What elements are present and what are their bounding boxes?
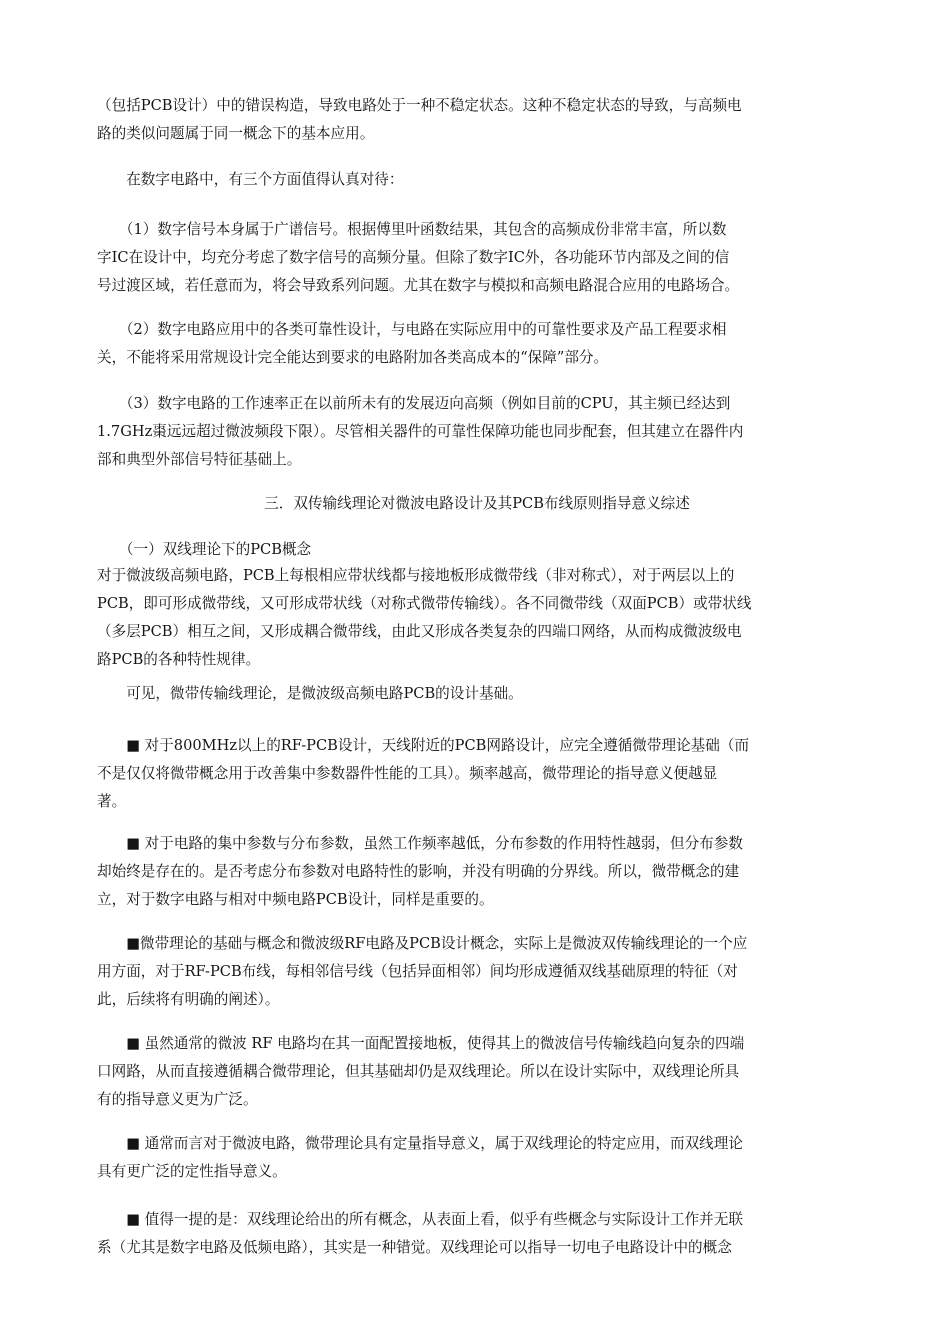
bullet-ground-plane: [97, 1030, 857, 1114]
text-line: 具有更广泛的定性指导意义。: [97, 1163, 287, 1180]
text-line: 不是仅仅将微带概念用于改善集中参数器件性能的工具）。频率越高，微带理论的指导意义便越显: [97, 765, 718, 782]
text-line: 路的类似问题属于同一概念下的基本应用。: [97, 125, 375, 142]
bullet-rf-pcb-800mhz: [97, 732, 857, 816]
text-line: PCB，即可形成微带线，又可形成带状线（对称式微带传输线）。各不同微带线（双面PCB）或带状线: [97, 595, 752, 612]
bullet-worth-mentioning: [97, 1206, 857, 1262]
bullet-microstrip-basis: [97, 930, 857, 1014]
text-line: 口网路，从而直接遵循耦合微带理论，但其基础却仍是双线理论。所以在设计实际中，双线理论所具: [97, 1063, 740, 1080]
text-line: 有的指导意义更为广泛。: [97, 1091, 258, 1108]
text-line: （1）数字信号本身属于广谱信号。根据傅里叶函数结果，其包含的高频成份非常丰富，所以数: [97, 221, 727, 238]
text-line: 此，后续将有明确的阐述）。: [97, 991, 280, 1008]
paragraph-three-aspects: [97, 166, 857, 194]
text-line: ■ 对于电路的集中参数与分布参数，虽然工作频率越低，分布参数的作用特性越弱，但分布参数: [97, 835, 743, 852]
text-line: 1.7GHz棗远远超过微波频段下限）。尽管相关器件的可靠性保障功能也同步配套，但其建立在器件内: [97, 423, 744, 440]
text-line: ■微带理论的基础与概念和微波级RF电路及PCB设计概念，实际上是微波双传输线理论的一个应: [97, 935, 748, 952]
text-line: 关，不能将采用常规设计完全能达到要求的电路附加各类高成本的“保障”部分。: [97, 349, 609, 366]
section-heading: [97, 490, 857, 518]
bullet-lumped-distributed: [97, 830, 857, 914]
text-line: 立，对于数字电路与相对中频电路PCB设计，同样是重要的。: [97, 891, 494, 908]
bullet-quantitative: [97, 1130, 857, 1186]
text-line: 系（尤其是数字电路及低频电路），其实是一种错觉。双线理论可以指导一切电子电路设计中的概念: [97, 1239, 732, 1256]
text-line: 号过渡区域，若任意而为，将会导致系列问题。尤其在数字与模拟和高频电路混合应用的电路场合。: [97, 277, 740, 294]
text-line: （多层PCB）相互之间，又形成耦合微带线，由此又形成各类复杂的四端口网络，从而构成微波级电: [97, 623, 742, 640]
text-line: ■ 值得一提的是：双线理论给出的所有概念，从表面上看，似乎有些概念与实际设计工作并无联: [97, 1211, 743, 1228]
text-line: 部和典型外部信号特征基础上。: [97, 451, 302, 468]
section-title: 三．双传输线理论对微波电路设计及其PCB布线原则指导意义综述: [264, 495, 690, 512]
text-line: （2）数字电路应用中的各类可靠性设计，与电路在实际应用中的可靠性要求及产品工程要求相: [97, 321, 727, 338]
paragraph-point-1: [97, 216, 857, 300]
text-line: （包括PCB设计）中的错误构造，导致电路处于一种不稳定状态。这种不稳定状态的导致，与高频电: [97, 97, 742, 114]
paragraph-intro-continued: [97, 92, 857, 148]
text-line: 可见，微带传输线理论，是微波级高频电路PCB的设计基础。: [97, 685, 523, 702]
subsection-heading: [97, 537, 857, 563]
text-line: 在数字电路中，有三个方面值得认真对待：: [97, 171, 404, 188]
subsection-title: （一）双线理论下的PCB概念: [97, 541, 312, 558]
text-line: ■ 虽然通常的微波 RF 电路均在其一面配置接地板，使得其上的微波信号传输线趋向复杂的四端: [97, 1035, 745, 1052]
text-line: 著。: [97, 793, 127, 810]
paragraph-microstrip: [97, 562, 857, 674]
paragraph-point-2: [97, 316, 857, 372]
text-line: 字IC在设计中，均充分考虑了数字信号的高频分量。但除了数字IC外，各功能环节内部及之间的信: [97, 249, 730, 266]
text-line: 用方面，对于RF-PCB布线，每相邻信号线（包括异面相邻）间均形成遵循双线基础原理的特征（对: [97, 963, 738, 980]
text-line: （3）数字电路的工作速率正在以前所未有的发展迈向高频（例如目前的CPU，其主频已经达到: [97, 395, 731, 412]
text-line: ■ 对于800MHz以上的RF-PCB设计，天线附近的PCB网路设计，应完全遵循微带理论基础（而: [97, 737, 750, 754]
paragraph-point-3: [97, 390, 857, 474]
text-line: ■ 通常而言对于微波电路，微带理论具有定量指导意义，属于双线理论的特定应用，而双线理论: [97, 1135, 743, 1152]
text-line: 对于微波级高频电路，PCB上每根相应带状线都与接地板形成微带线（非对称式），对于两层以上的: [97, 567, 735, 584]
paragraph-design-basis: [97, 680, 857, 708]
text-line: 却始终是存在的。是否考虑分布参数对电路特性的影响，并没有明确的分界线。所以，微带概念的建: [97, 863, 740, 880]
text-line: 路PCB的各种特性规律。: [97, 651, 261, 668]
